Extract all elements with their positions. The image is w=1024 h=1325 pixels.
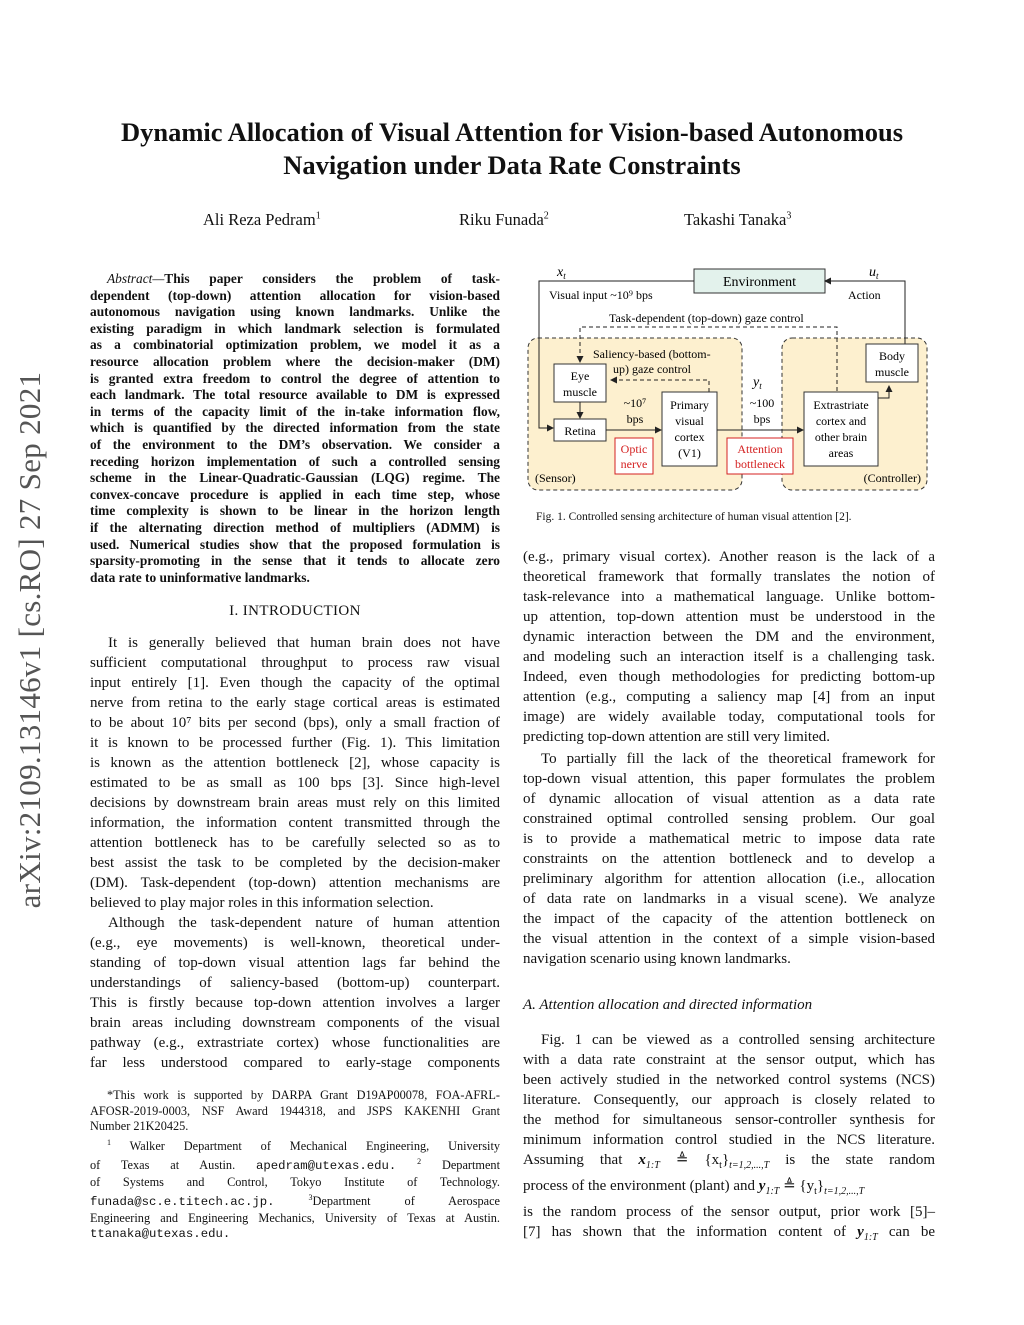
attention-bottleneck-label-1: Attention [737, 442, 783, 456]
math-line: process of the environment (plant) and $y_{1:T}$ ≜ $\{y_t\}_{t=1,2,...,T}$ [523, 1178, 865, 1197]
section-heading: I. INTRODUCTION [229, 603, 361, 619]
text-line: the method for simultaneous sensor-controller synthesis for [523, 1112, 935, 1128]
footnote-line: of Systems and Control, Tokyo Institute of Technology. [90, 1174, 500, 1189]
text-line: (e.g., primary visual cortex). Another reason is the lack of a [523, 549, 935, 565]
attention-bottleneck-label-2: bottleneck [735, 457, 785, 471]
abstract-line: of the environment to the DM’s observation. We consider a [90, 436, 500, 452]
abstract-line: data rate to uninformative landmarks. [90, 569, 310, 585]
sensor-label: (Sensor) [535, 471, 576, 485]
text-line: pathway (e.g., extrastriate cortex) whose functionalities are [90, 1035, 500, 1051]
text-line: This is firstly because top-down attention involves a larger [90, 995, 500, 1011]
extrastriate-label-1: Extrastriate [813, 398, 869, 412]
text-line: theoretical framework that formally translates the notion of [523, 569, 935, 585]
gaze-control-label: Task-dependent (top-down) gaze control [609, 311, 804, 325]
yt-label: $y_t$ [753, 375, 762, 391]
text-line: information, the information content transmitted through the [90, 815, 500, 831]
text-line: been actively studied in the networked control systems (NCS) [523, 1072, 935, 1088]
intro-paragraph-2 [90, 913, 500, 1073]
abstract-line: convex-concave procedure is applied in each time step, whose [90, 486, 500, 502]
abstract-line: autonomous navigation using known landmarks. Unlike the [90, 304, 500, 320]
author-2: Riku Funada$^2$ [459, 210, 549, 229]
abstract-line: as a combinatorial optimization problem, we model it as a [90, 337, 500, 353]
figure-caption: Fig. 1. Controlled sensing architecture of human visual attention [2]. [536, 511, 852, 523]
abstract-line: used. Numerical studies show that the proposed formulation is [90, 536, 500, 552]
footnote-line: *This work is supported by DARPA Grant D19AP00078, FOA-AFRL- [107, 1088, 500, 1102]
text-line: (DM). Task-dependent (top-down) attention mechanisms are [90, 875, 500, 891]
text-line: decisions by downstream brain areas must rely on this limited [90, 795, 500, 811]
figure-1-diagram [525, 258, 937, 498]
extrastriate-label-4: areas [828, 446, 854, 460]
text-line: task-relevance into a mathematical language. Unlike bottom- [523, 589, 935, 605]
text-line: preliminary algorithm for attention allocation (i.e., allocation [523, 871, 935, 887]
email-link[interactable]: funada@sc.e.titech.ac.jp. [90, 1195, 275, 1210]
title-line-2: Navigation under Data Rate Constraints [283, 150, 741, 180]
abstract-line: dependent (top-down) attention allocation for vision-based [90, 287, 500, 303]
abstract-line: time complexity is shown to be linear in the horizon length [90, 503, 500, 519]
visual-input-label: Visual input ~10⁹ bps [549, 288, 653, 302]
abstract [90, 271, 500, 586]
footnotes [90, 1088, 500, 1243]
rate-optic-unit: bps [626, 412, 644, 426]
text-line: attention bottleneck has to be carefully selected so as to [90, 835, 500, 851]
rate-bottleneck-unit: bps [753, 412, 771, 426]
subsection-heading: A. Attention allocation and directed information [523, 997, 813, 1013]
body-muscle-label-1: Body [878, 349, 906, 363]
email-link[interactable]: ttanaka@utexas.edu. [90, 1227, 231, 1242]
saliency-label-2: up) gaze control [613, 362, 691, 376]
text-line: with a data rate constraint at the sensor output, which has [523, 1052, 935, 1068]
footnote-line [90, 1226, 500, 1243]
text-line: best assist the task to be completed by the decision-maker [90, 855, 500, 871]
body-muscle-label-2: muscle [875, 365, 909, 379]
extrastriate-label-2: cortex and [815, 414, 867, 428]
text-line: believed to play major roles in this information selection. [90, 895, 434, 911]
xt-label: $x_t$ [557, 265, 566, 281]
text-line: it is known to be processed further (Fig. 1). This limitation [90, 735, 500, 751]
text-line: of data rate on landmarks in a visual scene). We analyze [523, 891, 935, 907]
text-line: input entirely [1]. Even though the capacity of the optimal [90, 675, 500, 691]
right-paragraph-1 [523, 547, 935, 747]
text-line: sufficient computational throughput to process raw visual [90, 655, 500, 671]
abstract-line: Abstract—This paper considers the problem of task- [90, 271, 500, 288]
rate-bottleneck-label: ~100 [749, 396, 775, 410]
text-line: literature. Consequently, our approach is closely related to [523, 1092, 935, 1108]
text-line: of dynamic allocation of visual attention as a data rate [523, 791, 935, 807]
intro-paragraph-1 [90, 633, 500, 913]
text-line: is the random process of the sensor output, prior work [5]– [523, 1204, 935, 1220]
title-line-1: Dynamic Allocation of Visual Attention for Vision-based Autonomous [120, 117, 904, 147]
text-line: (e.g., eye movements) is well-known, theoretical under- [90, 935, 500, 951]
text-line: to be about 10⁷ bits per second (bps), only a small fraction of [90, 715, 500, 731]
eye-muscle-label-2: muscle [563, 385, 597, 399]
text-line: Indeed, even though methodologies for predicting bottom-up [523, 669, 935, 685]
abstract-line: each landmark. The total resource available to DM is expressed [90, 387, 500, 403]
optic-nerve-label-1: Optic [620, 442, 648, 456]
author-1: Ali Reza Pedram$^1$ [203, 210, 321, 229]
text-line: constrained optimal controlled sensing problem. Our goal [523, 811, 935, 827]
author-3: Takashi Tanaka$^3$ [684, 210, 792, 229]
paper-title [60, 116, 964, 182]
text-line: up attention, top-down attention must be understood in the [523, 609, 935, 625]
abstract-line: which is quantified by the directed information from the state [90, 420, 500, 436]
text-line: To partially fill the lack of the theoretical framework for [541, 751, 935, 767]
controller-label: (Controller) [863, 471, 921, 485]
footnote-line: AFOSR-2019-0003, NSF Award 1944318, and JSPS KAKENHI Grant [90, 1103, 500, 1118]
rate-optic-label: ~10⁷ [623, 396, 647, 410]
text-line: standing of top-down visual attention lags far behind the [90, 955, 500, 971]
text-line: and modeling such an interaction itself is a challenging task. [523, 649, 935, 665]
text-line: the visual attention in the context of a simple vision-based [523, 931, 935, 947]
extrastriate-label-3: other brain [814, 430, 868, 444]
primary-label-4: (V1) [678, 446, 701, 460]
text-line: It is generally believed that human brain does not have [108, 635, 500, 651]
abstract-line: sparsity-promoting in the sense that it tends to allocate zero [90, 553, 500, 569]
environment-label: Environment [722, 275, 797, 290]
text-line: Although the task-dependent nature of human attention [108, 915, 500, 931]
text-line: far less understood compared to early-stage components [90, 1055, 500, 1071]
abstract-line: if the alternating direction method of multipliers (ADMM) is [90, 519, 500, 535]
text-line: image) are widely available today, computational tools for [523, 709, 935, 725]
text-line: dynamic interaction between the DM and the environment, [523, 629, 935, 645]
text-line: top-down visual attention, this paper formulates the problem [523, 771, 935, 787]
primary-label-2: visual [675, 414, 704, 428]
retina-label: Retina [564, 424, 596, 438]
text-line: nerve from retina to the early stage cortical areas is estimated [90, 695, 500, 711]
primary-label-1: Primary [670, 398, 709, 412]
right-paragraph-2 [523, 749, 935, 969]
footnote-line: of Texas at Austin. apedram@utexas.edu. $^2$ Department [90, 1157, 500, 1174]
text-line: predicting top-down attention are still very limited. [523, 729, 831, 745]
email-link[interactable]: apedram@utexas.edu. [256, 1159, 397, 1174]
arxiv-stamp [0, 0, 60, 1325]
primary-label-3: cortex [674, 430, 705, 444]
text-line: is known as the attention bottleneck [2], whose capacity is [90, 755, 500, 771]
ut-label: $u_t$ [869, 265, 879, 281]
footnote-line: Number 21K20425. [90, 1119, 189, 1133]
action-label: Action [848, 288, 881, 302]
right-paragraph-3 [523, 1030, 935, 1248]
footnote-line: Engineering and Engineering Mechanics, University of Texas at Austin. [90, 1210, 500, 1225]
abstract-line: resource allocation problem where the decision-maker (DM) [90, 353, 500, 369]
text-line: minimum information control studied in the NCS literature. [523, 1132, 935, 1148]
abstract-line: scheme in the Linear-Quadratic-Gaussian (LQG) regime. The [90, 470, 500, 486]
abstract-line: existing paradigm in which landmark selection is formulated [90, 320, 500, 336]
abstract-line: is granted extra freedom to control the degree of attention to [90, 370, 500, 386]
text-line: is to provide a mathematical metric to impose data rate [523, 831, 935, 847]
text-line: attention (e.g., computing a saliency map [4] from an input [523, 689, 935, 705]
abstract-line: in terms of the capacity limit of the in-take information flow, [90, 403, 500, 419]
footnote-line: funada@sc.e.titech.ac.jp. $^3$Department of Aerospace [90, 1193, 501, 1210]
optic-nerve-label-2: nerve [620, 457, 648, 471]
math-line: Assuming that $x_{1:T}$ ≜ $\{x_t\}_{t=1,2,...,T}$ is the state random [523, 1152, 935, 1171]
math-line: [7] has shown that the information content of $y_{1:T}$ can be [523, 1224, 936, 1243]
abstract-label: Abstract— [107, 271, 165, 286]
text-line: brain areas including downstream components of the visual [90, 1015, 500, 1031]
saliency-label-1: Saliency-based (bottom- [593, 347, 711, 361]
arxiv-id: arXiv:2109.13146v1 [cs.RO] 27 Sep 2021 [12, 371, 47, 909]
text-line: constraints on the attention bottleneck and to develop a [523, 851, 935, 867]
text-line: estimated to be as small as 100 bps [3]. Since high-level [90, 775, 500, 791]
text-line: navigation scenario using known landmarks. [523, 951, 791, 967]
text-line: Fig. 1 can be viewed as a controlled sensing architecture [541, 1032, 935, 1048]
abstract-line: receding horizon implementation of such a controlled sensing [90, 453, 500, 469]
text-line: understandings of saliency-based (bottom-up) counterpart. [90, 975, 500, 991]
eye-muscle-label-1: Eye [570, 369, 590, 383]
footnote-line: $^1$ Walker Department of Mechanical Engineering, University [107, 1137, 501, 1153]
text-line: the impact of the capacity of the attention bottleneck on [523, 911, 935, 927]
